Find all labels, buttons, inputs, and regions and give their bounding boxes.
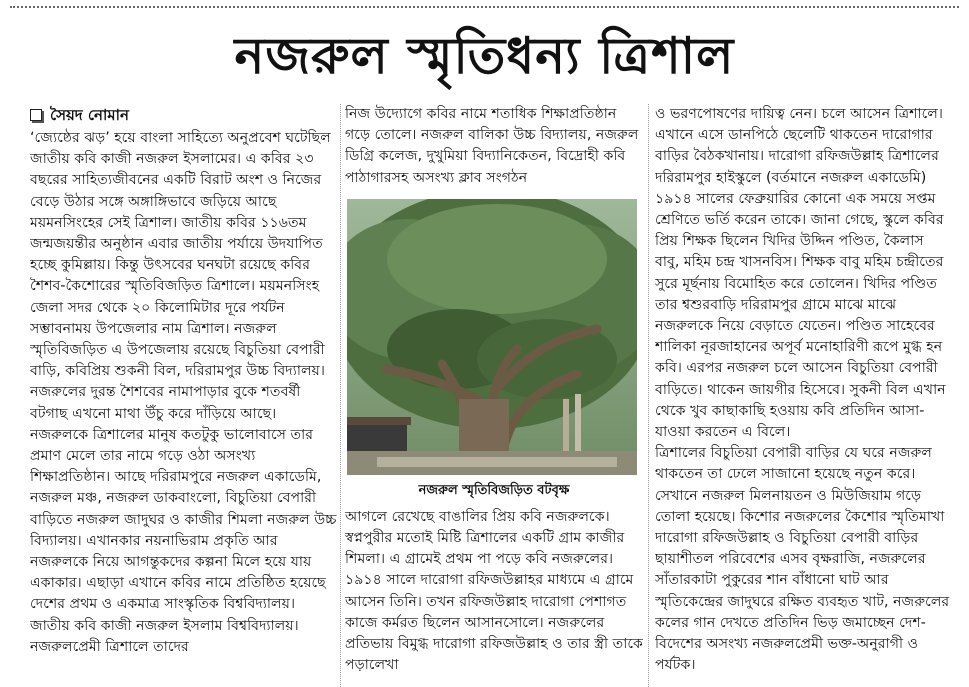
column-2 [345,104,643,687]
article-paragraph: নিজ উদ্যোগে কবির নামে শতাধিক শিক্ষাপ্রতিষ্ঠান গড়ে তোলে। নজরুল বালিকা উচ্চ বিদ্যালয়, নজরুল ডিগ্রি কলেজ, দুখুমিয়া বিদ্যানিকেতন, বিদ্রোহী কবি পাঠাগারসহ অসংখ্য ক্লাব সংগঠন [345,106,639,186]
column-1 [30,104,338,687]
column-3 [655,104,951,687]
headline: নজরুল স্মৃতিধন্য ত্রিশাল [234,27,735,85]
square-bullet-icon [30,109,42,121]
article-paragraph: ত্রিশালের বিচুতিয়া বেপারী বাড়ির যে ঘরে নজরুল থাকতেন তা ঢেলে সাজানো হয়েছে নতুন করে। সেখানে নজরুল মিলনায়তন ও মিউজিয়াম গড়ে তোলা হয়েছে। কিশোর নজরুলের কৈশোর স্মৃতিমাখা দারোগা রফিজউল্লাহ ও বিচুতিয়া বেপারী বাড়ির ছায়াশীতল পরিবেশের এসব বৃক্ষরাজি, নজরুলের সাঁতারকাটা পুকুরের শান বাঁধানো ঘাট আর স্মৃতিকেন্দ্রের জাদুঘরে রক্ষিত ব্যবহৃত খাট, নজরুলের কলের গান দেখতে প্রতিদিন ভিড় জমাচ্ছেন দেশ-বিদেশের অসংখ্য নজরুলপ্রেমী ভক্ত-অনুরাগী ও পর্যটক। [655,445,950,674]
article-paragraph: ও ভরণপোষণের দায়িত্ব নেন। চলে আসেন ত্রিশালে। এখানে এসে ডানপিঠে ছেলেটি থাকতেন দারোগার বাড়ির বৈঠকখানায়। দারোগা রফিজউল্লাহ ত্রিশালের দরিরামপুর হাইস্কুলে (বর্তমানে নজরুল একাডেমি) ১৯১৪ সালের ফেব্রুয়ারির কোনো এক সময়ে সপ্তম শ্রেণিতে ভর্তি করেন তাকে। জানা গেছে, স্কুলে কবির প্রিয় শিক্ষক ছিলেন খিদির উদ্দিন পণ্ডিত, কৈলাস বাবু, মহিম চন্দ্র খাসনবিস। শিক্ষক বাবু মহিম চন্দ্রীতের সুরে মূর্ছনায় বিমোহিত করে তোলেন। খিদির পণ্ডিত তার শ্বশুরবাড়ি দরিরামপুর গ্রামে মাঝে মাঝে নজরুলকে নিয়ে বেড়াতে যেতেন। পণ্ডিত সাহেবের শালিকা নূরজাহানের অপূর্ব মনোহারিণী রূপে মুগ্ধ হন কবি। এরপর নজরুল চলে আসেন বিচুতিয়া বেপারী বাড়িতে। থাকেন জায়গীর হিসেবে। সুকনী বিল এখান থেকে খুব কাছাকাছি হওয়ায় কবি প্রতিদিন আসা-যাওয়া করতেন এ বিলে। [655,106,946,441]
article-paragraph: ‘জ্যেষ্ঠের ঝড়’ হয়ে বাংলা সাহিত্যে অনুপ্রবেশ ঘটেছিল জাতীয় কবি কাজী নজরুল ইসলামের। এ কবির ২৩ বছরের সাহিত্যজীবনের একটি বিরাট অংশ ও নিজের বেড়ে উঠার সঙ্গে অঙ্গাঙ্গিভাবে জড়িয়ে আছে ময়মনসিংহের সেই ত্রিশাল। জাতীয় কবির ১১৬তম জন্মজয়ন্তীর অনুষ্ঠান এবার জাতীয় পর্যায়ে উদযাপিত হচ্ছে কুমিল্লায়। কিন্তু উৎসবের ঘনঘটা রয়েছে কবির শৈশব-কৈশোরের স্মৃতিবিজড়িত ত্রিশালে। ময়মনসিংহ জেলা সদর থেকে ২০ কিলোমিটার দূরে পর্যটন সম্ভাবনাময় উপজেলার নাম ত্রিশাল। নজরুল স্মৃতিবিজড়িত এ উপজেলায় রয়েছে বিচুতিয়া বেপারী বাড়ি, কবিপ্রিয় শুকনী বিল, দরিরামপুর উচ্চ বিদ্যালয়। নজরুলের দুরন্ত শৈশবের নামাপাড়ার বুকে শতবর্ষী বটগাছ এখনো মাথা উঁচু করে দাঁড়িয়ে আছে। নজরুলকে ত্রিশালের মানুষ কতটুকু ভালোবাসে তার প্রমাণ মেলে তার নামে গড়ে ওঠা অসংখ্য শিক্ষাপ্রতিষ্ঠান। আছে দরিরামপুরে নজরুল একাডেমি, নজরুল মঞ্চ, নজরুল ডাকবাংলো, বিচুতিয়া বেপারী বাড়িতে নজরুল জাদুঘর ও কাজীর শিমলা নজরুল উচ্চ বিদ্যালয়। এখানকার নয়নাভিরাম প্রকৃতি আর নজরুলকে নিয়ে আগন্তুকদের কল্পনা মিলে হয়ে যায় একাকার। এছাড়া এখানে কবির নামে প্রতিষ্ঠিত হয়েছে দেশের প্রথম ও একমাত্র সাংস্কৃতিক বিশ্ববিদ্যালয়। জাতীয় কবি কাজী নজরুল ইসলাম বিশ্ববিদ্যালয়। নজরুলপ্রেমী ত্রিশালে তাদের [30,130,337,655]
photo-caption: নজরুল স্মৃতিবিজড়িত বটবৃক্ষ [418,482,570,498]
top-dotted-rule [10,6,959,8]
column-divider [648,104,649,687]
banyan-tree-photo [347,199,637,475]
byline [30,104,338,126]
article-paragraph: আগলে রেখেছে বাঙালির প্রিয় কবি নজরুলকে। স্বপ্নপুরীর মতোই মিষ্টি ত্রিশালের একটি গ্রাম কাজীর শিমলা। এ গ্রামেই প্রথম পা পড়ে কবি নজরুলের। ১৯১৪ সালে দারোগা রফিজউল্লাহর মাধ্যমে এ গ্রামে আসেন তিনি। তখন রফিজউল্লাহ দারোগা পেশাগত কাজে কর্মরত ছিলেন আসানসোলে। নজরুলের প্রতিভায় বিমুগ্ধ দারোগা রফিজউল্লাহ ও তার স্ত্রী তাকে পড়ালেখা [345,508,643,674]
column-divider [340,104,341,687]
author-name: সৈয়দ নোমান [50,106,129,124]
